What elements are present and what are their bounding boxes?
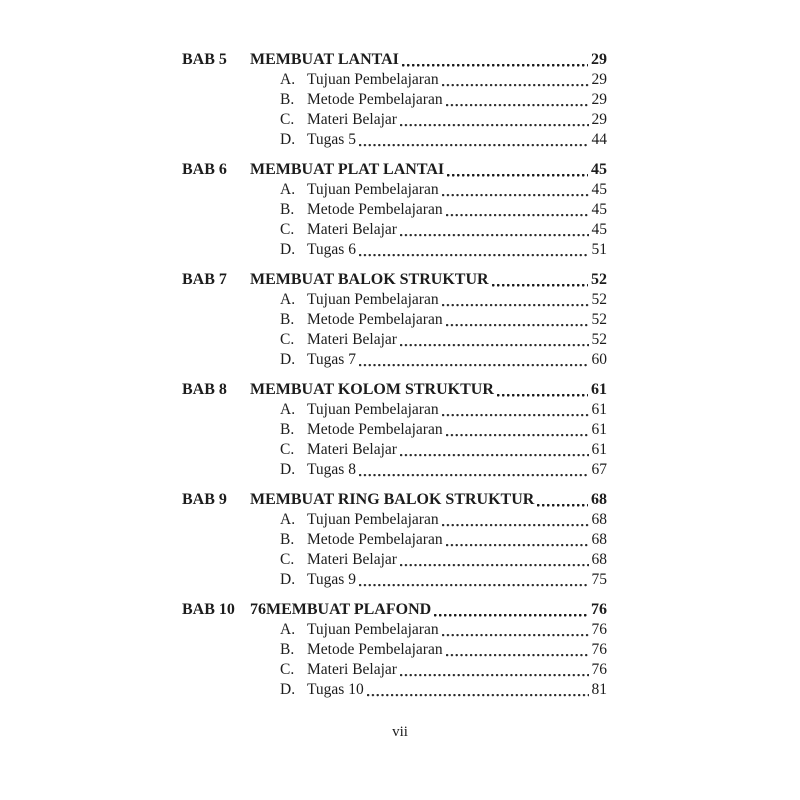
item-letter: C. <box>280 221 295 238</box>
toc-item-row <box>182 680 607 700</box>
toc-item-row <box>182 330 607 350</box>
item-label: Metode Pembelajaran <box>307 641 443 658</box>
toc-item-row <box>182 420 607 440</box>
toc-item-row <box>182 620 607 640</box>
item-letter: C. <box>280 551 295 568</box>
chapter-title: MEMBUAT LANTAI <box>250 51 399 68</box>
item-page-number: 45 <box>591 201 607 218</box>
toc-section <box>182 270 607 370</box>
dot-leader <box>446 90 589 110</box>
chapter-title: MEMBUAT BALOK STRUKTUR <box>250 271 489 288</box>
item-page-number: 29 <box>591 71 607 88</box>
item-letter: B. <box>280 421 295 438</box>
item-page-number: 60 <box>591 351 607 368</box>
dot-leader <box>442 180 589 200</box>
item-page-number: 68 <box>591 531 607 548</box>
toc-item-row <box>182 290 607 310</box>
dot-leader <box>400 220 589 240</box>
item-page-number: 29 <box>591 91 607 108</box>
item-letter: A. <box>280 291 296 308</box>
toc-item-row <box>182 240 607 260</box>
item-page-number: 75 <box>591 571 607 588</box>
item-label: Metode Pembelajaran <box>307 201 443 218</box>
toc-item-row <box>182 350 607 370</box>
item-page-number: 61 <box>591 421 607 438</box>
item-page-number: 68 <box>591 551 607 568</box>
toc-item-row <box>182 570 607 590</box>
dot-leader <box>400 550 589 570</box>
item-label: Metode Pembelajaran <box>307 421 443 438</box>
toc-item-row <box>182 200 607 220</box>
item-letter: B. <box>280 201 295 218</box>
item-label: Tugas 8 <box>307 461 356 478</box>
item-label: Materi Belajar <box>307 551 397 568</box>
dot-leader <box>402 50 588 70</box>
dot-leader <box>359 240 589 260</box>
item-label: Materi Belajar <box>307 441 397 458</box>
toc-item-row <box>182 460 607 480</box>
item-letter: B. <box>280 311 295 328</box>
dot-leader <box>492 270 588 290</box>
item-page-number: 45 <box>591 221 607 238</box>
chapter-label: BAB 7 <box>182 271 227 288</box>
item-label: Tugas 9 <box>307 571 356 588</box>
page-number-footer: vii <box>392 724 408 740</box>
dot-leader <box>497 380 588 400</box>
item-label: Materi Belajar <box>307 111 397 128</box>
toc-item-row <box>182 310 607 330</box>
item-page-number: 52 <box>591 291 607 308</box>
item-label: Metode Pembelajaran <box>307 531 443 548</box>
item-letter: C. <box>280 331 295 348</box>
chapter-label: BAB 5 <box>182 51 227 68</box>
item-letter: B. <box>280 531 295 548</box>
toc-item-row <box>182 510 607 530</box>
chapter-page-number: 61 <box>591 381 607 398</box>
item-letter: D. <box>280 241 296 258</box>
item-page-number: 51 <box>591 241 607 258</box>
item-page-number: 61 <box>591 441 607 458</box>
item-page-number: 52 <box>591 311 607 328</box>
item-page-number: 45 <box>591 181 607 198</box>
dot-leader <box>446 530 589 550</box>
item-letter: B. <box>280 641 295 658</box>
item-page-number: 76 <box>591 621 607 638</box>
toc-section <box>182 600 607 700</box>
dot-leader <box>400 660 589 680</box>
item-label: Materi Belajar <box>307 221 397 238</box>
dot-leader <box>537 490 588 510</box>
dot-leader <box>367 680 589 700</box>
chapter-page-number: 68 <box>591 491 607 508</box>
dot-leader <box>359 350 589 370</box>
dot-leader <box>400 440 589 460</box>
item-label: Tugas 6 <box>307 241 356 258</box>
chapter-label: BAB 10 <box>182 601 235 618</box>
toc-item-row <box>182 440 607 460</box>
chapter-page-number: 76 <box>591 601 607 618</box>
item-page-number: 81 <box>591 681 607 698</box>
chapter-page-number: 29 <box>591 51 607 68</box>
item-letter: D. <box>280 681 296 698</box>
item-label: Tujuan Pembelajaran <box>307 401 439 418</box>
item-page-number: 67 <box>591 461 607 478</box>
dot-leader <box>434 600 588 620</box>
item-letter: D. <box>280 461 296 478</box>
chapter-label: BAB 8 <box>182 381 227 398</box>
item-label: Tujuan Pembelajaran <box>307 511 439 528</box>
chapter-row <box>182 380 607 400</box>
item-page-number: 44 <box>591 131 607 148</box>
dot-leader <box>442 510 589 530</box>
dot-leader <box>442 620 589 640</box>
item-label: Tujuan Pembelajaran <box>307 71 439 88</box>
toc-section <box>182 490 607 590</box>
toc-item-row <box>182 110 607 130</box>
item-letter: D. <box>280 571 296 588</box>
dot-leader <box>359 460 589 480</box>
item-label: Tujuan Pembelajaran <box>307 621 439 638</box>
item-letter: A. <box>280 621 296 638</box>
item-letter: C. <box>280 111 295 128</box>
dot-leader <box>446 200 589 220</box>
item-letter: A. <box>280 71 296 88</box>
item-letter: D. <box>280 351 296 368</box>
toc-section <box>182 380 607 480</box>
chapter-title: MEMBUAT RING BALOK STRUKTUR <box>250 491 535 508</box>
item-page-number: 68 <box>591 511 607 528</box>
dot-leader <box>400 330 589 350</box>
dot-leader <box>446 420 589 440</box>
toc-section <box>182 160 607 260</box>
chapter-page-number: 45 <box>591 161 607 178</box>
toc-item-row <box>182 130 607 150</box>
dot-leader <box>442 70 589 90</box>
item-letter: A. <box>280 511 296 528</box>
item-page-number: 29 <box>591 111 607 128</box>
chapter-row <box>182 600 607 620</box>
toc-item-row <box>182 220 607 240</box>
chapter-row <box>182 50 607 70</box>
item-page-number: 76 <box>591 661 607 678</box>
chapter-label: BAB 6 <box>182 161 227 178</box>
table-of-contents <box>182 50 607 710</box>
item-page-number: 76 <box>591 641 607 658</box>
item-label: Materi Belajar <box>307 661 397 678</box>
item-label: Metode Pembelajaran <box>307 311 443 328</box>
toc-item-row <box>182 90 607 110</box>
toc-item-row <box>182 660 607 680</box>
item-letter: A. <box>280 401 296 418</box>
item-letter: D. <box>280 131 296 148</box>
chapter-title: MEMBUAT KOLOM STRUKTUR <box>250 381 494 398</box>
item-label: Materi Belajar <box>307 331 397 348</box>
dot-leader <box>447 160 588 180</box>
item-label: Tugas 5 <box>307 131 356 148</box>
chapter-title: 76MEMBUAT PLAFOND <box>250 601 432 618</box>
item-page-number: 61 <box>591 401 607 418</box>
dot-leader <box>400 110 589 130</box>
toc-item-row <box>182 70 607 90</box>
chapter-row <box>182 270 607 290</box>
chapter-page-number: 52 <box>591 271 607 288</box>
dot-leader <box>446 640 589 660</box>
item-label: Tugas 10 <box>307 681 364 698</box>
item-label: Tugas 7 <box>307 351 356 368</box>
dot-leader <box>442 400 589 420</box>
toc-item-row <box>182 550 607 570</box>
toc-item-row <box>182 640 607 660</box>
dot-leader <box>359 570 589 590</box>
toc-item-row <box>182 400 607 420</box>
dot-leader <box>446 310 589 330</box>
toc-item-row <box>182 180 607 200</box>
item-letter: C. <box>280 441 295 458</box>
item-letter: A. <box>280 181 296 198</box>
chapter-title: MEMBUAT PLAT LANTAI <box>250 161 445 178</box>
item-letter: C. <box>280 661 295 678</box>
chapter-row <box>182 490 607 510</box>
chapter-row <box>182 160 607 180</box>
toc-section <box>182 50 607 150</box>
dot-leader <box>442 290 589 310</box>
item-letter: B. <box>280 91 295 108</box>
item-page-number: 52 <box>591 331 607 348</box>
dot-leader <box>359 130 589 150</box>
toc-item-row <box>182 530 607 550</box>
item-label: Tujuan Pembelajaran <box>307 181 439 198</box>
item-label: Tujuan Pembelajaran <box>307 291 439 308</box>
chapter-label: BAB 9 <box>182 491 227 508</box>
item-label: Metode Pembelajaran <box>307 91 443 108</box>
